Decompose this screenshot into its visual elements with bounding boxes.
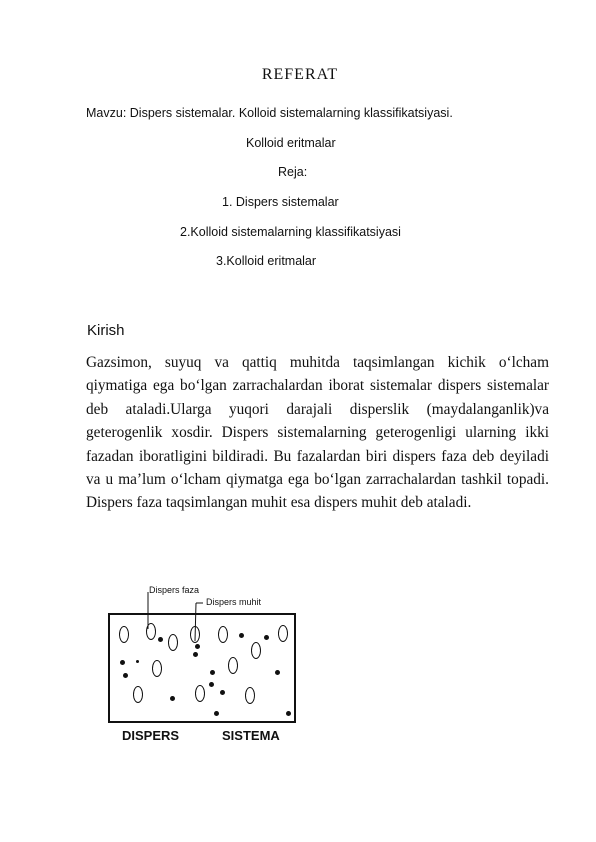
particle-oval [133,686,143,703]
particle-dot [136,660,139,663]
particle-oval [152,660,162,677]
particle-dot [214,711,219,716]
particle-oval [146,623,156,640]
particle-oval [195,685,205,702]
particle-oval [278,625,288,642]
particle-dot [239,633,244,638]
particle-oval [168,634,178,651]
document-topic: Mavzu: Dispers sistemalar. Kolloid sistemalarning klassifikatsiyasi. [86,106,453,120]
plan-heading: Reja: [278,165,308,179]
particle-dot [209,682,214,687]
intro-heading: Kirish [87,322,125,339]
figure-label-medium: Dispers muhit [206,597,262,607]
particle-dot [286,711,291,716]
dispers-system-figure [100,583,310,748]
particle-dot [195,644,200,649]
particle-dot [170,696,175,701]
plan-item-3: 3.Kolloid eritmalar [216,254,317,268]
particle-oval [245,687,255,704]
particle-dot [210,670,215,675]
particle-oval [119,626,129,643]
particle-dot [193,652,198,657]
plan-item-2: 2.Kolloid sistemalarning klassifikatsiyasi [180,225,401,239]
particle-dot [120,660,125,665]
document-subtitle: Kolloid eritmalar [246,136,336,150]
figure-caption-dispers: DISPERS [122,728,180,743]
particle-dot [220,690,225,695]
figure-frame [108,613,296,723]
figure-caption-sistema: SISTEMA [222,728,280,743]
document-title: REFERAT [261,66,339,83]
particle-oval [218,626,228,643]
intro-paragraph: Gazsimon, suyuq va qattiq muhitda taqsimlangan kichik o‘lcham qiymatiga ega bo‘lgan zarrachalardan iborat sistemalar dispers sistemalar deb ataladi.Ularga yuqori darajali disperslik (maydalanganlik)va geterogenlik xosdir. Dispers sistemalarning geterogenligi ularning ikki fazadan iboratligini bildiradi. Bu fazalardan biri dispers faza deb deyiladi va u ma’lum o‘lcham qiymatga ega bo‘lgan zarrachalardan tashkil topadi. Dispers faza taqsimlangan muhit esa dispers muhit deb ataladi. [86,354,549,512]
figure-label-phase: Dispers faza [149,585,200,595]
particle-dot [158,637,163,642]
particle-oval [190,626,200,643]
particle-dot [123,673,128,678]
particle-oval [251,642,261,659]
particle-dot [264,635,269,640]
particle-dot [275,670,280,675]
plan-item-1: 1. Dispers sistemalar [222,195,339,209]
particle-oval [228,657,238,674]
